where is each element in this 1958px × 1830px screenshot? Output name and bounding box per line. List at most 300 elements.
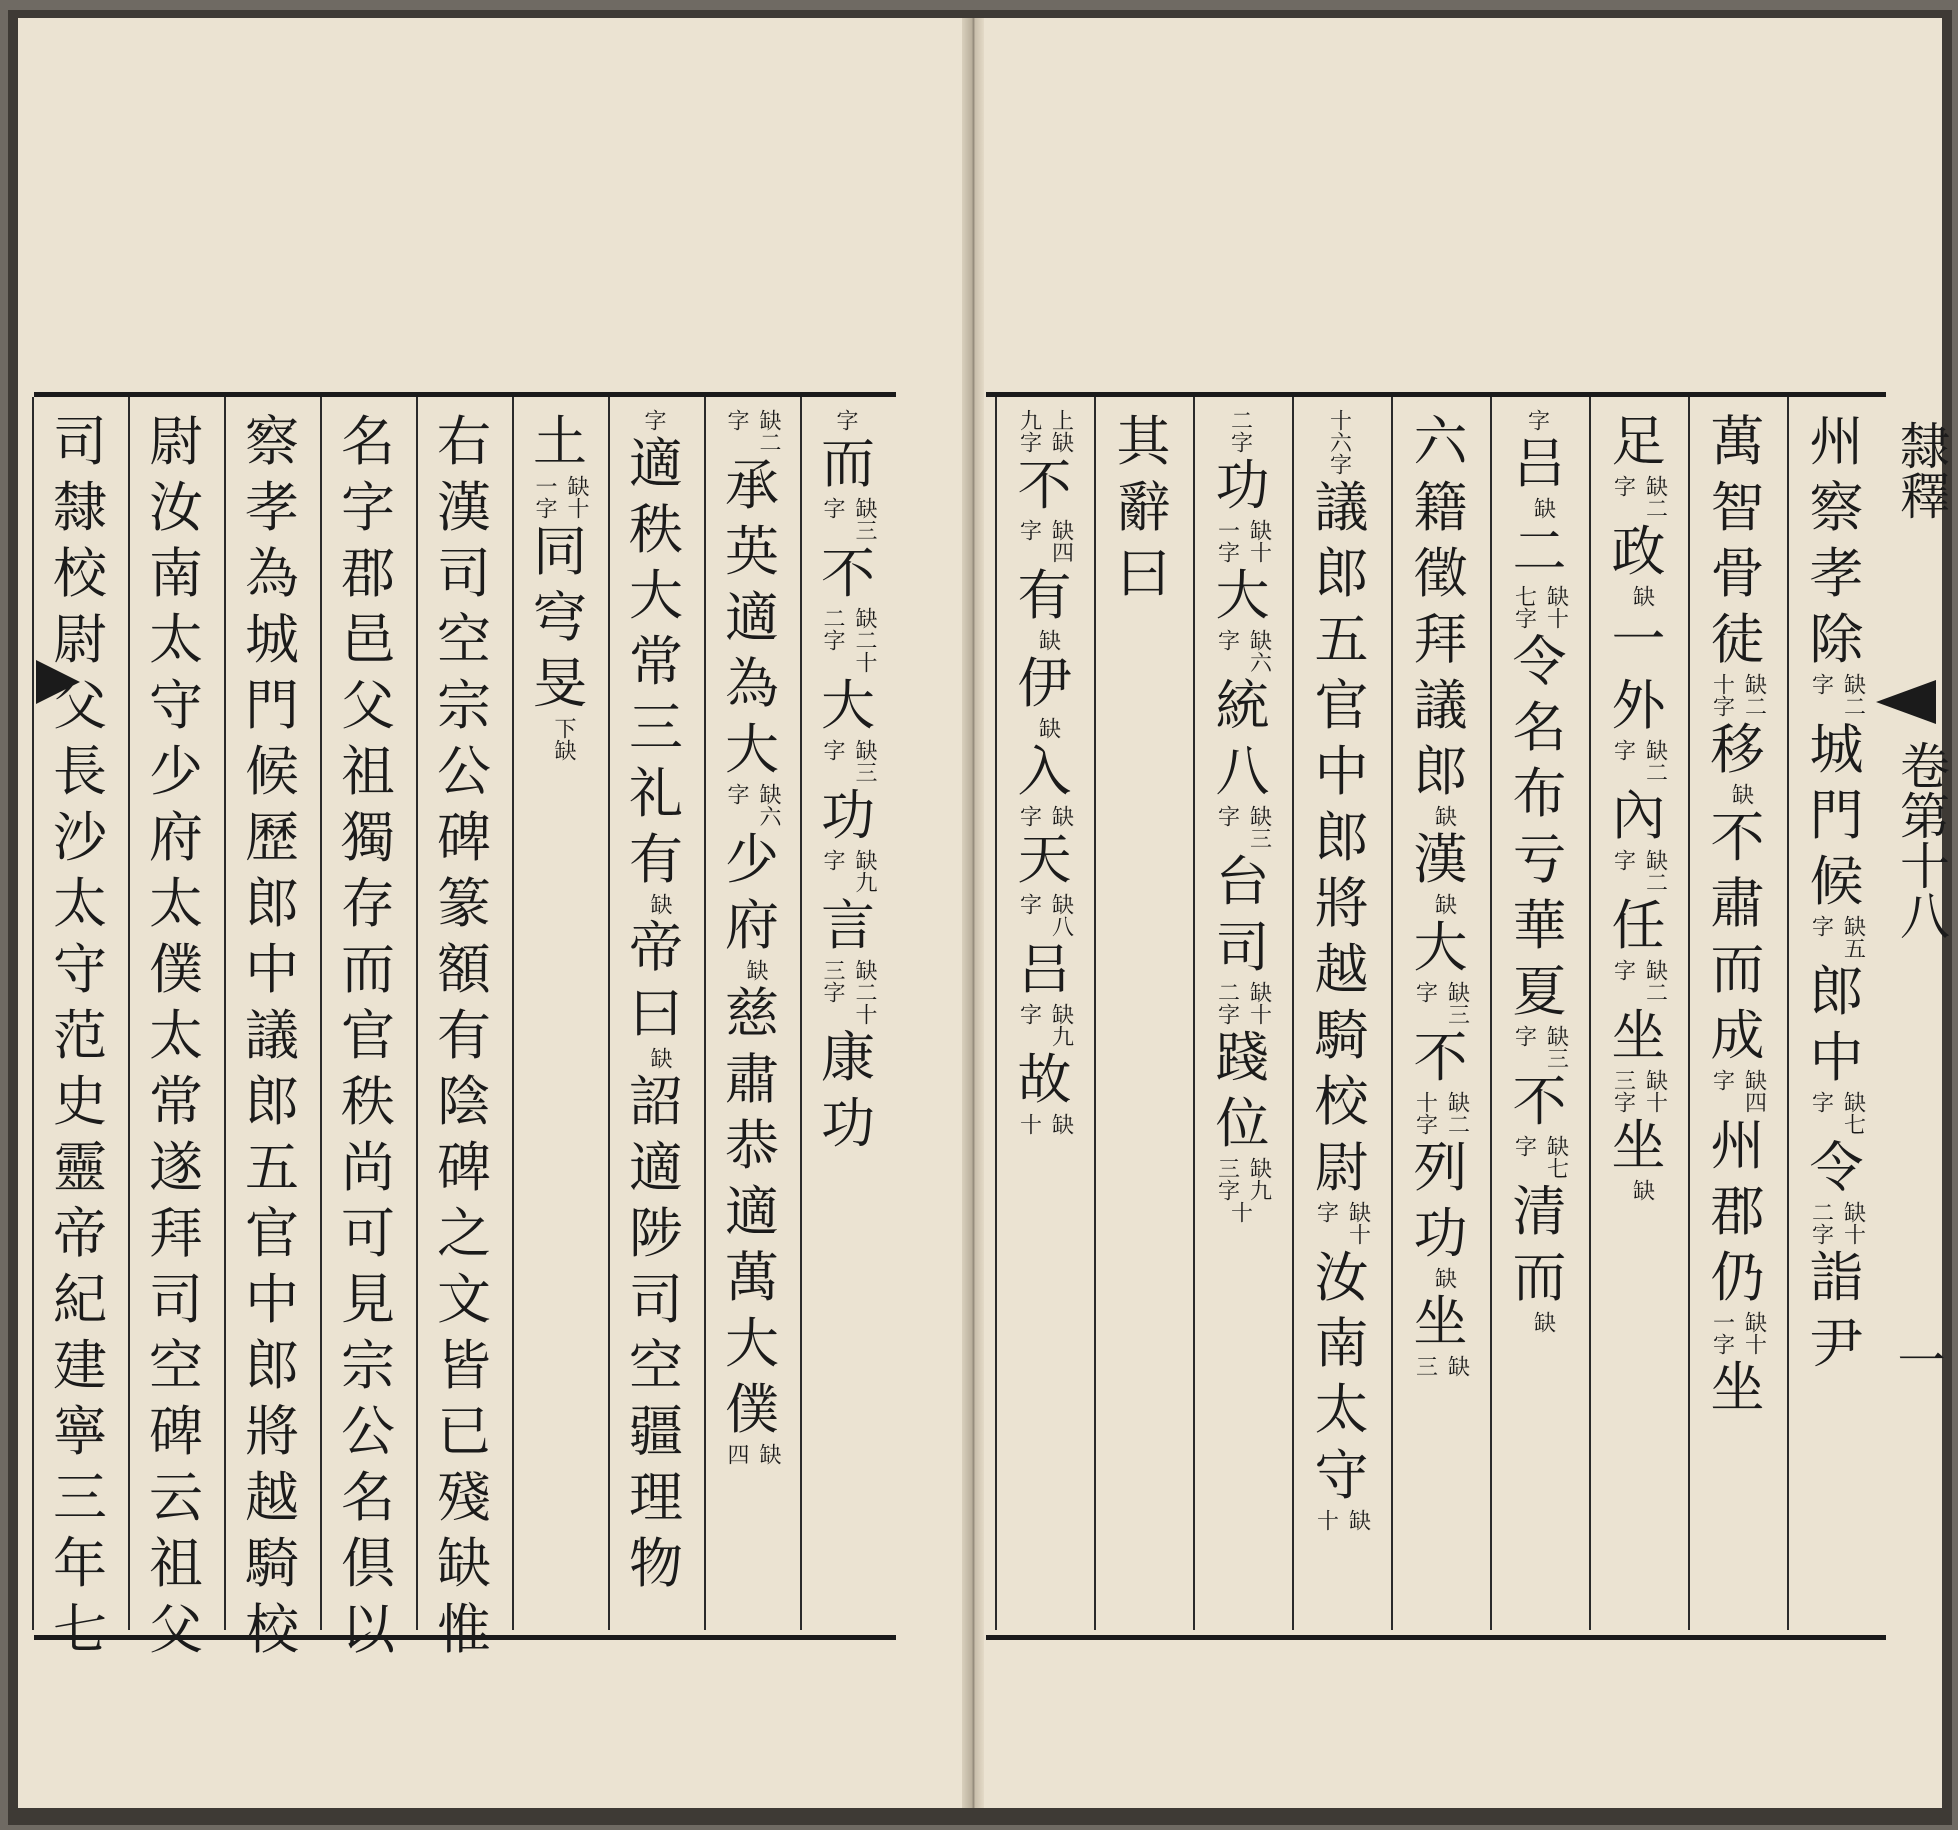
annotation-left: 字: [1709, 1069, 1735, 1091]
main-character: 旻: [533, 652, 587, 715]
main-character: 將: [245, 1400, 299, 1463]
annotation-right: 缺: [1629, 1179, 1655, 1201]
annotation-right: 缺二: [1642, 739, 1668, 783]
main-character: 仍: [1710, 1246, 1765, 1309]
main-character: 二: [1512, 520, 1567, 583]
text-column: [1492, 409, 1587, 1618]
lacuna-annotation: [736, 959, 768, 981]
main-character: 五: [245, 1136, 299, 1199]
annotation-left: 字: [1511, 1025, 1537, 1047]
annotation-left: 一字: [1709, 1311, 1735, 1355]
main-character: 郡: [341, 542, 395, 605]
main-character: 尉: [149, 410, 203, 473]
annotation-left: 九字: [1016, 409, 1042, 453]
lacuna-annotation: [723, 1443, 781, 1465]
main-character: 陟: [629, 1202, 683, 1265]
annotation-left: 字: [833, 409, 858, 431]
main-character: 倶: [341, 1532, 395, 1595]
main-character: 徒: [1710, 608, 1765, 671]
annotation-left: 十六字: [1326, 409, 1352, 475]
main-character: 見: [341, 1268, 395, 1331]
main-character: 門: [245, 674, 299, 737]
main-character: 三: [53, 1466, 107, 1529]
main-character: 帝: [53, 1202, 107, 1265]
main-character: 秩: [629, 498, 683, 561]
main-character: 尉: [1314, 1136, 1369, 1199]
main-character: 議: [1314, 476, 1369, 539]
main-character: 籍: [1413, 476, 1468, 539]
main-character: 天: [1017, 828, 1072, 891]
main-character: 越: [245, 1466, 299, 1529]
annotation-right: 缺十: [1345, 1201, 1371, 1245]
lacuna-annotation: [640, 893, 672, 915]
main-character: 州: [1710, 1114, 1765, 1177]
annotation-left: 七字: [1511, 585, 1537, 629]
lacuna-annotation: [1808, 1201, 1866, 1245]
main-character: 亏: [1512, 828, 1567, 891]
main-character: 守: [149, 674, 203, 737]
main-character: 英: [725, 520, 779, 583]
annotation-right: 缺: [1345, 1509, 1371, 1531]
main-character: 常: [629, 630, 683, 693]
main-character: 入: [1017, 740, 1072, 803]
main-character: 越: [1314, 938, 1369, 1001]
main-character: 大: [629, 564, 683, 627]
annotation-right: 缺十: [1543, 585, 1569, 629]
main-character: 三: [629, 696, 683, 759]
main-character: 尹: [1809, 1312, 1864, 1375]
lacuna-annotation: [1214, 629, 1272, 673]
annotation-left: 字: [1313, 1201, 1339, 1223]
main-character: 承: [725, 454, 779, 517]
main-character: 長: [53, 740, 107, 803]
annotation-left: 一字: [532, 475, 557, 519]
main-character: 為: [245, 542, 299, 605]
main-character: 曰: [629, 982, 683, 1045]
lacuna-annotation: [832, 409, 864, 431]
annotation-right: 缺: [1431, 805, 1457, 827]
main-character: 不: [821, 542, 875, 605]
main-character: 萬: [1710, 410, 1765, 473]
main-character: 坐: [1710, 1356, 1765, 1419]
main-character: 右: [437, 410, 491, 473]
main-character: 空: [149, 1334, 203, 1397]
lacuna-annotation: [1313, 1509, 1371, 1531]
main-character: 適: [629, 1136, 683, 1199]
lacuna-annotation: [1029, 629, 1061, 651]
main-character: 之: [437, 1202, 491, 1265]
main-character: 郎: [1413, 740, 1468, 803]
annotation-left: 字: [1214, 629, 1240, 651]
main-character: 坐: [1413, 1290, 1468, 1353]
lacuna-annotation: [1016, 1113, 1074, 1135]
main-character: 中: [245, 938, 299, 1001]
annotation-left: 四: [724, 1443, 749, 1465]
main-character: 府: [725, 894, 779, 957]
main-character: 康: [821, 1026, 875, 1089]
lacuna-annotation: [1610, 475, 1668, 519]
main-character: 太: [149, 872, 203, 935]
lacuna-annotation: [1412, 981, 1470, 1025]
annotation-right: 缺: [743, 959, 768, 981]
main-character: 郎: [245, 1070, 299, 1133]
main-character: 宗: [341, 1334, 395, 1397]
lacuna-annotation: [1808, 673, 1866, 717]
annotation-right: 缺六: [1246, 629, 1272, 673]
main-character: 司: [1215, 916, 1270, 979]
main-character: 有: [629, 828, 683, 891]
lacuna-annotation: [1722, 783, 1754, 805]
main-character: 騎: [245, 1532, 299, 1595]
lacuna-annotation: [1610, 849, 1668, 893]
main-character: 郎: [1314, 806, 1369, 869]
lacuna-annotation: [1524, 497, 1556, 519]
main-character: 已: [437, 1400, 491, 1463]
lacuna-annotation: [1511, 1025, 1569, 1069]
main-character: 大: [821, 674, 875, 737]
annotation-left: 字: [1610, 849, 1636, 871]
text-column: [418, 409, 510, 1661]
annotation-left: 字: [1511, 1135, 1537, 1157]
annotation-right: 缺: [647, 1047, 672, 1069]
main-character: 理: [629, 1466, 683, 1529]
main-character: 名: [341, 410, 395, 473]
annotation-right: 缺七: [1840, 1091, 1866, 1135]
annotation-right: 缺二: [1444, 1091, 1470, 1135]
main-character: 獨: [341, 806, 395, 869]
main-character: 漢: [1413, 828, 1468, 891]
main-character: 祖: [341, 740, 395, 803]
lacuna-annotation: [1808, 1091, 1866, 1135]
main-character: 官: [245, 1202, 299, 1265]
main-character: 六: [1413, 410, 1468, 473]
main-character: 汝: [1314, 1246, 1369, 1309]
main-character: 恭: [725, 1114, 779, 1177]
lacuna-annotation: [1623, 585, 1655, 607]
main-character: 少: [725, 828, 779, 891]
annotation-left: 字: [1524, 409, 1550, 431]
main-character: 而: [1512, 1246, 1567, 1309]
main-character: 大: [1413, 916, 1468, 979]
main-character: 祖: [149, 1532, 203, 1595]
main-character: 尉: [53, 608, 107, 671]
lacuna-annotation: [1326, 409, 1358, 475]
main-character: 郎: [245, 1334, 299, 1397]
main-character: 不: [1017, 454, 1072, 517]
main-character: 皆: [437, 1334, 491, 1397]
main-character: 適: [725, 1180, 779, 1243]
text-column: [1789, 409, 1884, 1618]
main-character: 郎: [1809, 960, 1864, 1023]
main-character: 空: [629, 1334, 683, 1397]
main-character: 肅: [1710, 872, 1765, 935]
annotation-right: 缺: [1048, 805, 1074, 827]
annotation-right: 缺九: [852, 849, 877, 893]
annotation-right: 缺七: [1543, 1135, 1569, 1179]
main-character: 碑: [437, 1136, 491, 1199]
main-character: 議: [245, 1004, 299, 1067]
lacuna-annotation: [819, 849, 877, 893]
main-character: 不: [1413, 1026, 1468, 1089]
main-character: 篆: [437, 872, 491, 935]
main-character: 守: [1314, 1444, 1369, 1507]
annotation-right: 缺: [1048, 1113, 1074, 1135]
lacuna-annotation: [1709, 673, 1767, 717]
main-character: 礼: [629, 762, 683, 825]
lacuna-annotation: [1511, 1135, 1569, 1179]
annotation-left: 十: [1227, 1201, 1253, 1223]
main-character: 惟: [437, 1598, 491, 1661]
annotation-left: 字: [724, 783, 749, 805]
lacuna-annotation: [1016, 805, 1074, 827]
main-character: 功: [821, 784, 875, 847]
main-character: 察: [1809, 476, 1864, 539]
main-character: 郎: [1314, 542, 1369, 605]
main-character: 不: [1512, 1070, 1567, 1133]
main-character: 歷: [245, 806, 299, 869]
annotation-right: 缺三: [852, 739, 877, 783]
main-character: 府: [149, 806, 203, 869]
main-character: 太: [53, 872, 107, 935]
lacuna-annotation: [1214, 519, 1272, 563]
main-character: 踐: [1215, 1026, 1270, 1089]
main-character: 布: [1512, 762, 1567, 825]
lacuna-annotation: [819, 607, 877, 673]
main-character: 足: [1611, 410, 1666, 473]
main-character: 候: [245, 740, 299, 803]
lacuna-annotation: [819, 739, 877, 783]
main-character: 缺: [437, 1532, 491, 1595]
annotation-right: 缺二十: [852, 607, 877, 673]
main-character: 大: [725, 718, 779, 781]
annotation-right: 缺: [756, 1443, 781, 1465]
annotation-right: 缺: [1629, 585, 1655, 607]
lacuna-annotation: [1808, 915, 1866, 959]
text-column: [1096, 409, 1191, 1618]
main-character: 帝: [629, 916, 683, 979]
text-column: [1195, 409, 1290, 1618]
text-column: [1294, 409, 1389, 1618]
main-character: 范: [53, 1004, 107, 1067]
annotation-right: 缺十: [1246, 981, 1272, 1025]
main-character: 官: [1314, 674, 1369, 737]
main-character: 伊: [1017, 652, 1072, 715]
lacuna-annotation: [723, 409, 781, 453]
main-character: 孝: [245, 476, 299, 539]
text-column: [1591, 409, 1686, 1618]
main-character: 智: [1710, 476, 1765, 539]
main-character: 父: [149, 1598, 203, 1661]
main-character: 名: [1512, 696, 1567, 759]
main-character: 存: [341, 872, 395, 935]
lacuna-annotation: [819, 497, 877, 541]
main-character: 門: [1809, 784, 1864, 847]
main-character: 殘: [437, 1466, 491, 1529]
main-character: 司: [629, 1268, 683, 1331]
main-character: 司: [53, 410, 107, 473]
main-character: 將: [1314, 872, 1369, 935]
main-character: 任: [1611, 894, 1666, 957]
main-character: 拜: [1413, 608, 1468, 671]
main-character: 肅: [725, 1048, 779, 1111]
annotation-left: 字: [1808, 915, 1834, 937]
lacuna-annotation: [1016, 893, 1074, 937]
folio-number: 一: [1889, 1335, 1945, 1383]
annotation-right: 缺: [1728, 783, 1754, 805]
annotation-left: 字: [820, 739, 845, 761]
book-gutter: [962, 18, 984, 1808]
annotation-left: 字: [1610, 475, 1636, 497]
main-character: 大: [725, 1312, 779, 1375]
text-column: [322, 409, 414, 1661]
main-character: 大: [1215, 564, 1270, 627]
lacuna-annotation: [819, 959, 877, 1025]
annotation-right: 缺四: [1048, 519, 1074, 563]
annotation-left: 二字: [1227, 409, 1253, 453]
annotation-right: 缺: [1035, 629, 1061, 651]
lacuna-annotation: [1313, 1201, 1371, 1245]
main-character: 八: [1215, 740, 1270, 803]
text-column: [514, 409, 606, 1618]
main-character: 司: [437, 542, 491, 605]
annotation-right: 缺九: [1048, 1003, 1074, 1047]
annotation-right: 缺二十: [852, 959, 877, 1025]
lacuna-annotation: [1425, 805, 1457, 827]
main-character: 校: [53, 542, 107, 605]
lacuna-annotation: [640, 409, 672, 431]
book-title: 隸釋: [1892, 420, 1950, 520]
annotation-right: 缺三: [852, 497, 877, 541]
main-character: 列: [1413, 1136, 1468, 1199]
lacuna-annotation: [1709, 1069, 1767, 1113]
main-character: 骨: [1710, 542, 1765, 605]
annotation-left: 字: [820, 849, 845, 871]
main-character: 尚: [341, 1136, 395, 1199]
lacuna-annotation: [1610, 959, 1668, 1003]
annotation-left: 字: [1808, 673, 1834, 695]
lacuna-annotation: [1227, 409, 1259, 453]
lacuna-annotation: [1511, 585, 1569, 629]
fishtail-marker: [1876, 680, 1936, 724]
main-character: 台: [1215, 850, 1270, 913]
main-character: 僕: [725, 1378, 779, 1441]
lacuna-annotation: [1029, 717, 1061, 739]
main-character: 邑: [341, 608, 395, 671]
main-character: 少: [149, 740, 203, 803]
main-character: 功: [821, 1092, 875, 1155]
main-character: 移: [1710, 718, 1765, 781]
main-character: 司: [149, 1268, 203, 1331]
main-character: 故: [1017, 1048, 1072, 1111]
main-character: 坐: [1611, 1114, 1666, 1177]
text-column: [1690, 409, 1785, 1618]
main-character: 不: [1710, 806, 1765, 869]
main-character: 坐: [1611, 1004, 1666, 1067]
lacuna-annotation: [544, 717, 576, 761]
main-character: 父: [53, 674, 107, 737]
main-character: 騎: [1314, 1004, 1369, 1067]
main-character: 議: [1413, 674, 1468, 737]
main-character: 華: [1512, 894, 1567, 957]
main-character: 成: [1710, 1004, 1765, 1067]
main-character: 父: [341, 674, 395, 737]
annotation-right: 缺三: [1444, 981, 1470, 1025]
lacuna-annotation: [1623, 1179, 1655, 1201]
annotation-left: 二字: [1214, 981, 1240, 1025]
main-character: 中: [1809, 1026, 1864, 1089]
lacuna-annotation: [1524, 409, 1556, 431]
main-character: 萬: [725, 1246, 779, 1309]
main-character: 字: [341, 476, 395, 539]
main-character: 功: [1413, 1202, 1468, 1265]
main-character: 中: [245, 1268, 299, 1331]
main-character: 一: [1611, 608, 1666, 671]
main-character: 常: [149, 1070, 203, 1133]
main-character: 徵: [1413, 542, 1468, 605]
volume-label: 卷第十八: [1892, 740, 1950, 940]
main-character: 隸: [53, 476, 107, 539]
main-character: 疆: [629, 1400, 683, 1463]
annotation-right: 上缺: [1048, 409, 1074, 453]
main-character: 郎: [245, 872, 299, 935]
text-column: [997, 409, 1092, 1618]
annotation-right: 缺: [1530, 1311, 1556, 1333]
annotation-right: 缺: [1035, 717, 1061, 739]
main-character: 吕: [1512, 432, 1567, 495]
main-character: 名: [341, 1466, 395, 1529]
annotation-left: 十: [1313, 1509, 1339, 1531]
lacuna-annotation: [1016, 519, 1074, 563]
main-character: 五: [1314, 608, 1369, 671]
lacuna-annotation: [1016, 409, 1074, 453]
main-character: 中: [1314, 740, 1369, 803]
annotation-right: 缺九: [1246, 1157, 1272, 1201]
annotation-right: 缺二: [1642, 475, 1668, 519]
annotation-left: 十字: [1412, 1091, 1438, 1135]
main-character: 以: [341, 1598, 395, 1661]
main-character: 位: [1215, 1092, 1270, 1155]
annotation-right: 缺五: [1840, 915, 1866, 959]
annotation-right: 缺十: [1741, 1311, 1767, 1355]
annotation-left: 三字: [1610, 1069, 1636, 1113]
text-column: [34, 409, 126, 1661]
lacuna-annotation: [1016, 1003, 1074, 1047]
main-character: 州: [1809, 410, 1864, 473]
annotation-left: 三字: [1214, 1157, 1240, 1201]
main-character: 城: [1809, 718, 1864, 781]
annotation-left: 二字: [1808, 1201, 1834, 1245]
annotation-left: 一字: [1214, 519, 1240, 563]
text-column: [226, 409, 318, 1661]
annotation-left: 三: [1412, 1355, 1438, 1377]
lacuna-annotation: [1425, 1267, 1457, 1289]
main-character: 候: [1809, 850, 1864, 913]
main-character: 而: [821, 432, 875, 495]
main-character: 漢: [437, 476, 491, 539]
main-character: 陰: [437, 1070, 491, 1133]
main-character: 郡: [1710, 1180, 1765, 1243]
annotation-right: 缺三: [1543, 1025, 1569, 1069]
annotation-left: 字: [1016, 519, 1042, 541]
main-character: 七: [53, 1598, 107, 1661]
lacuna-annotation: [723, 783, 781, 827]
annotation-right: 缺十: [1642, 1069, 1668, 1113]
annotation-right: 缺四: [1741, 1069, 1767, 1113]
main-character: 沙: [53, 806, 107, 869]
main-character: 校: [245, 1598, 299, 1661]
annotation-left: 三字: [820, 959, 845, 1003]
main-character: 慈: [725, 982, 779, 1045]
